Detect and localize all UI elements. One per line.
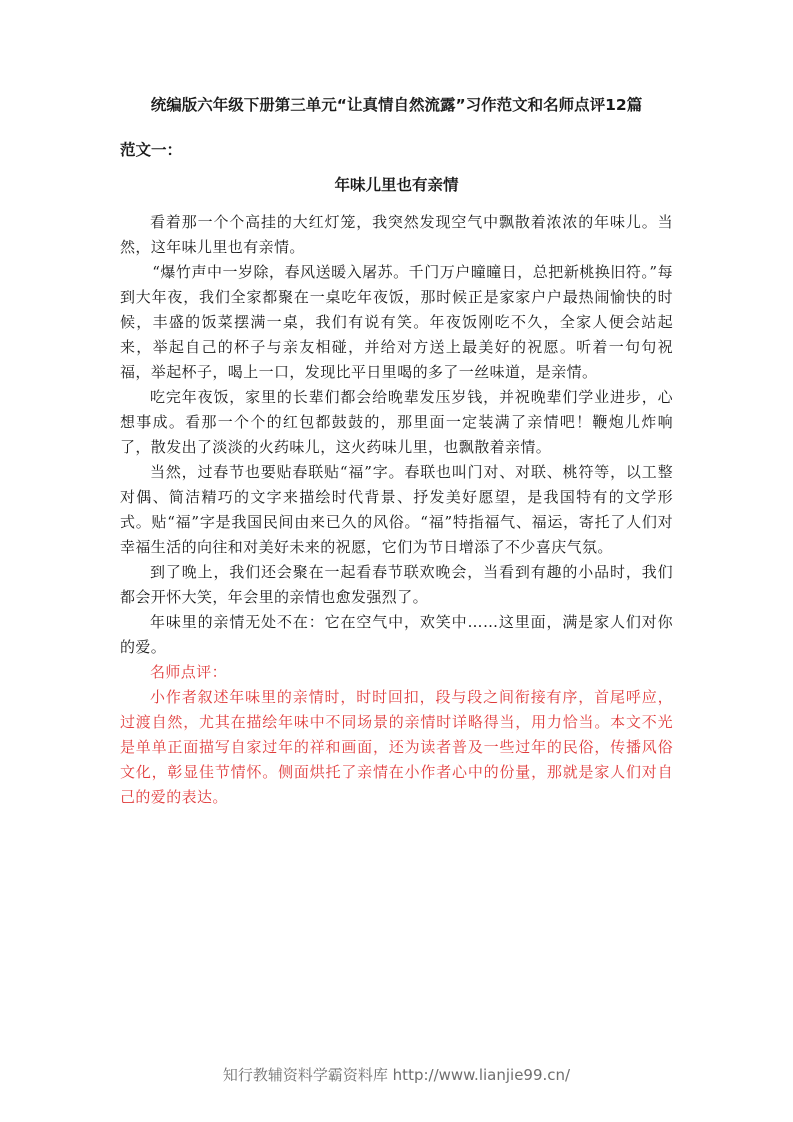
essay-paragraph-2: “爆竹声中一岁除，春风送暖入屠苏。千门万户曈曈日，总把新桃换旧符。”每到大年夜，我们全家都聚在一桌吃年夜饭，那时候正是家家户户最热闹愉快的时候，丰盛的饭菜摆满一桌，我们有说有笑。年夜饭刚吃不久，全家人便会站起来，举起自己的杯子与亲友相碰，并给对方送上最美好的祝愿。听着一句句祝福，举起杯子，喝上一口，发现比平日里喝的多了一丝味道，是亲情。: [120, 263, 673, 381]
essay-paragraph-1: 看着那一个个高挂的大红灯笼，我突然发现空气中飘散着浓浓的年味儿。当然，这年味儿里也有亲情。: [120, 213, 673, 256]
review-text: 小作者叙述年味里的亲情时，时时回扣，段与段之间衔接有序，首尾呼应，过渡自然，尤其在描绘年味中不同场景的亲情时详略得当，用力恰当。本文不光是单单正面描写自家过年的祥和画面，还为读者普及一些过年的民俗，传播风俗文化，彰显佳节情怀。侧面烘托了亲情在小作者心中的份量，那就是家人们对自己的爱的表达。: [120, 688, 673, 806]
essay-paragraph-6: 年味里的亲情无处不在：它在空气中，欢笑中……这里面，满是家人们对你的爱。: [120, 613, 673, 656]
essay-paragraph-3: 吃完年夜饭，家里的长辈们都会给晚辈发压岁钱，并祝晚辈们学业进步，心想事成。看那一个个的红包都鼓鼓的，那里面一定装满了亲情吧！鞭炮儿炸响了，散发出了淡淡的火药味儿，这火药味儿里，也飘散着亲情。: [120, 388, 673, 456]
document-title: 统编版六年级下册第三单元“让真情自然流露”习作范文和名师点评12篇: [150, 96, 643, 114]
essay-title: 年味儿里也有亲情: [334, 176, 459, 194]
essay-paragraph-5: 到了晚上，我们还会聚在一起看春节联欢晚会，当看到有趣的小品时，我们都会开怀大笑，年会里的亲情也愈发强烈了。: [120, 563, 673, 606]
essay-paragraph-4: 当然，过春节也要贴春联贴“福”字。春联也叫门对、对联、桃符等，以工整对偶、简洁精巧的文字来描绘时代背景、抒发美好愿望，是我国特有的文学形式。贴“福”字是我国民间由来已久的风俗。“福”特指福气、福运，寄托了人们对幸福生活的向往和对美好未来的祝愿，它们为节日增添了不少喜庆气氛。: [120, 463, 673, 556]
section-label: 范文一：: [120, 141, 183, 159]
essay-body: [120, 210, 673, 810]
footer-watermark: 知行教辅资料学霸资料库 http://www.lianjie99.cn/: [222, 1066, 571, 1084]
review-label: 名师点评：: [150, 663, 228, 681]
